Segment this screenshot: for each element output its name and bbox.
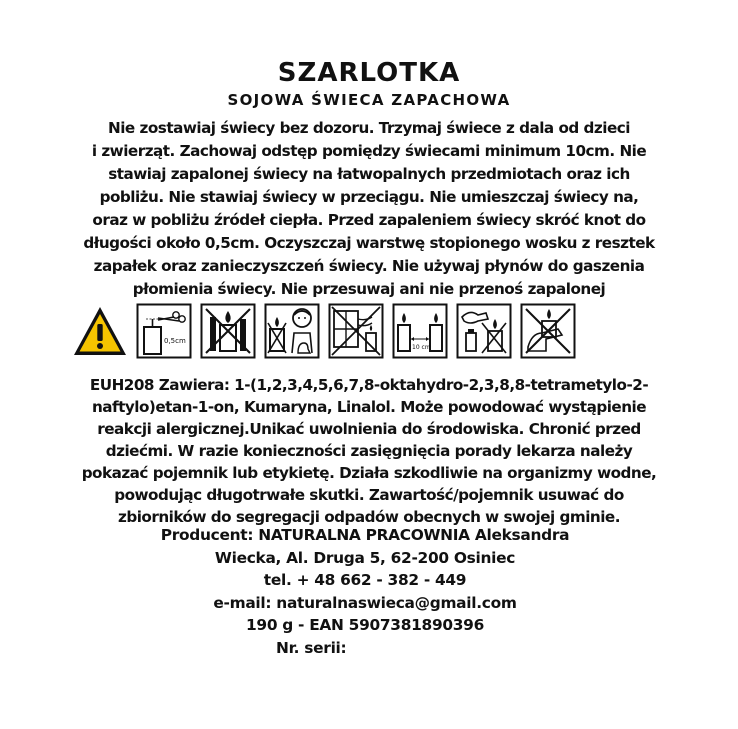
producer-email: e-mail: naturalnaswieca@gmail.com [213, 593, 517, 612]
hazard-statement-text [58, 374, 680, 528]
hazard-line: zbiorników do segregacji odpadów obecnych w swojej gminie. [117, 508, 620, 526]
warning-line: płomienia świecy. Nie przesuwaj ani nie przenoś zapalonej [132, 280, 606, 298]
hazard-line: powodując długotrwałe skutki. Zawartość/pojemnik usuwać do [114, 486, 624, 504]
no-liquid-extinguish-icon [456, 303, 512, 359]
producer-phone: tel. + 48 662 - 382 - 449 [263, 571, 467, 589]
product-subtitle: SOJOWA ŚWIECA ZAPACHOWA [227, 91, 511, 109]
warning-line: długości około 0,5cm. Oczyszczaj warstwę stopionego wosku z resztek [83, 234, 655, 252]
hazard-line: dziećmi. W razie konieczności zasięgnięcia porady lekarza należy [105, 442, 633, 460]
distance-label: 10 cm [412, 344, 431, 351]
weight-ean: 190 g - EAN 5907381890396 [246, 616, 484, 634]
keep-away-children-pets-icon [264, 303, 320, 359]
hazard-line: pokazać pojemnik lub etykietę. Działa szkodliwie na organizmy wodne, [81, 464, 657, 482]
producer-line: Producent: NATURALNA PRACOWNIA Aleksandra [160, 526, 570, 544]
hazard-line: naftylo)etan-1-on, Kumaryna, Linalol. Może powodować wystąpienie [91, 398, 647, 416]
no-flammable-nearby-icon [200, 303, 256, 359]
producer-address: Wiecka, Al. Druga 5, 62-200 Osiniec [214, 548, 516, 567]
warning-line: pobliżu. Nie stawiaj świecy w przeciągu. Nie umieszczaj świecy na, [99, 188, 639, 206]
safety-warning-text [60, 117, 678, 301]
warning-line: stawiaj zapalonej świecy na łatwopalnych przedmiotach oraz ich [108, 165, 630, 183]
product-title: SZARLOTKA [277, 58, 461, 88]
do-not-move-lit-candle-icon [520, 303, 576, 359]
safety-pictograms [72, 300, 672, 362]
producer-info [140, 524, 590, 659]
warning-triangle-icon [72, 303, 128, 359]
hazard-line: EUH208 Zawiera: 1-(1,2,3,4,5,6,7,8-oktahydro-2,3,8,8-tetrametylo-2- [89, 376, 649, 394]
warning-line: oraz w pobliżu źródeł ciepła. Przed zapaleniem świecy skróć knot do [92, 211, 646, 229]
batch-number: Nr. serii: [276, 638, 347, 657]
no-draft-icon [328, 303, 384, 359]
wick-length-label: 0,5cm [164, 337, 186, 345]
hazard-line: reakcji alergicznej.Unikać uwolnienia do środowiska. Chronić przed [97, 420, 641, 438]
warning-line: zapałek oraz zanieczyszczeń świecy. Nie używaj płynów do gaszenia [93, 257, 645, 275]
warning-line: Nie zostawiaj świecy bez dozoru. Trzymaj świece z dala od dzieci [108, 119, 630, 137]
keep-distance-icon [392, 303, 448, 359]
warning-line: i zwierząt. Zachowaj odstęp pomiędzy świecami minimum 10cm. Nie [91, 142, 647, 160]
trim-wick-icon [136, 303, 192, 359]
